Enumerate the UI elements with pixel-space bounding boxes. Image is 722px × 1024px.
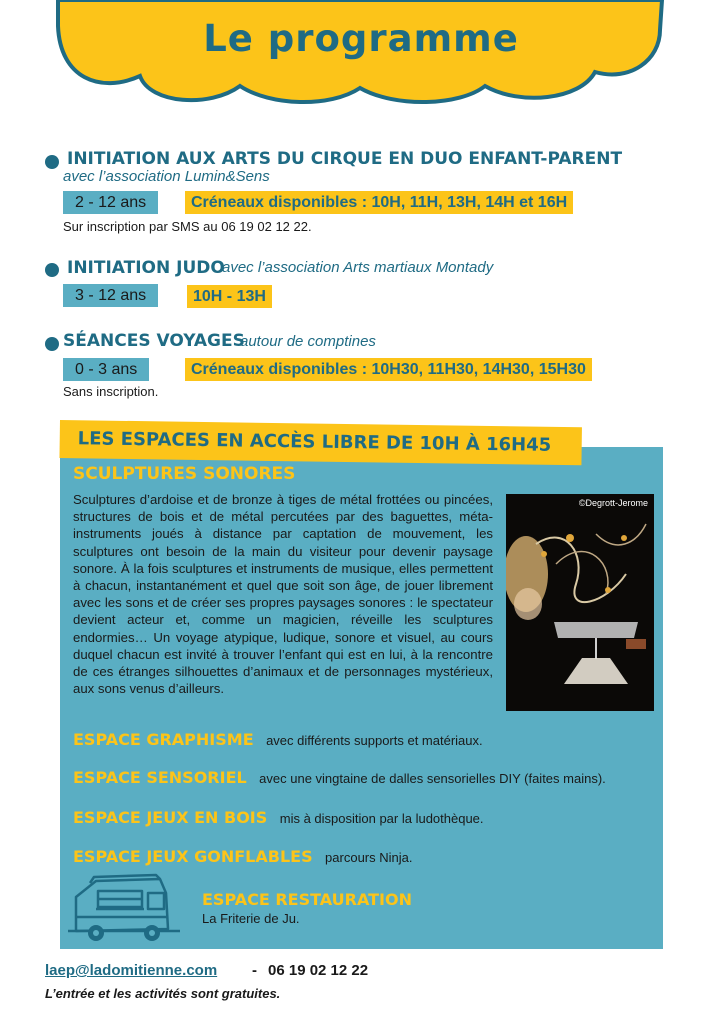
dot-bullet-icon: [45, 263, 59, 277]
activity-title: INITIATION JUDO: [67, 258, 225, 278]
photo-credit: ©Degrott-Jerome: [578, 498, 648, 508]
time-slots-badge: Créneaux disponibles : 10H, 11H, 13H, 14H et 16H: [185, 191, 573, 214]
activity-title: SÉANCES VOYAGES: [63, 331, 245, 351]
space-description: avec une vingtaine de dalles sensorielles DIY (faites mains).: [259, 771, 606, 786]
registration-note: Sur inscription par SMS au 06 19 02 12 22.: [63, 219, 312, 234]
space-title: ESPACE JEUX EN BOIS: [73, 808, 268, 827]
space-jeux-gonflables: [73, 847, 412, 867]
time-slots-badge: 10H - 13H: [187, 285, 272, 308]
activity-subtitle: avec l’association Lumin&Sens: [63, 168, 270, 185]
sculpture-photo: [506, 494, 654, 711]
age-range-badge: 3 - 12 ans: [63, 284, 158, 307]
dot-bullet-icon: [45, 337, 59, 351]
age-range-badge: 2 - 12 ans: [63, 191, 158, 214]
registration-note: Sans inscription.: [63, 384, 159, 399]
space-graphisme: [73, 730, 483, 750]
space-description: parcours Ninja.: [325, 850, 413, 865]
footer-separator: -: [252, 962, 257, 979]
age-range-badge: 0 - 3 ans: [63, 358, 149, 381]
sculptures-title: SCULPTURES SONORES: [73, 464, 296, 484]
food-truck-icon: [68, 873, 183, 945]
activity-subtitle: autour de comptines: [240, 333, 376, 350]
free-entry-note: L’entrée et les activités sont gratuites.: [45, 986, 281, 1001]
space-description: avec différents supports et matériaux.: [266, 733, 483, 748]
space-title: ESPACE JEUX GONFLABLES: [73, 847, 313, 866]
sculptures-description: Sculptures d’ardoise et de bronze à tiges de métal frottées ou pincées, structures de bois et de métal percutées par des baguettes, méta-instruments joués à distance par captation de mouvement, les sculptures ont besoin de la main du visiteur pour devenir paysage sonore. À la fois sculptures et instruments de musique, elles permettent à chacun, instantanément et quel que soit son âge, de jouer librement avec les sons et de créer ses propres paysages sonores : le spectateur devient acteur et, comme un magicien, réveille les sculptures endormies… Un voyage atypique, ludique, sonore et visuel, au cours duquel chacun est invité à trouver l’enfant qui est en lui, à la rencontre de ces étranges silhouettes d’animaux et de personnages mystérieux, aux sons venus d’ailleurs.: [73, 492, 493, 697]
space-title: ESPACE SENSORIEL: [73, 768, 247, 787]
space-description: mis à disposition par la ludothèque.: [279, 811, 484, 826]
contact-phone: 06 19 02 12 22: [268, 962, 369, 979]
restauration-title: ESPACE RESTAURATION: [202, 890, 412, 909]
space-title: ESPACE GRAPHISME: [73, 730, 254, 749]
activity-subtitle: avec l’association Arts martiaux Montady: [222, 259, 494, 276]
page-title: Le programme: [203, 17, 519, 60]
restauration-description: La Friterie de Ju.: [202, 911, 300, 926]
activity-title: INITIATION AUX ARTS DU CIRQUE EN DUO ENFANT-PARENT: [67, 149, 623, 169]
contact-email-link[interactable]: laep@ladomitienne.com: [45, 962, 218, 979]
time-slots-badge: Créneaux disponibles : 10H30, 11H30, 14H30, 15H30: [185, 358, 592, 381]
space-sensoriel: [73, 768, 606, 788]
space-jeux-bois: [73, 808, 484, 828]
free-access-banner: LES ESPACES EN ACCÈS LIBRE DE 10H À 16H45: [59, 420, 581, 465]
dot-bullet-icon: [45, 155, 59, 169]
